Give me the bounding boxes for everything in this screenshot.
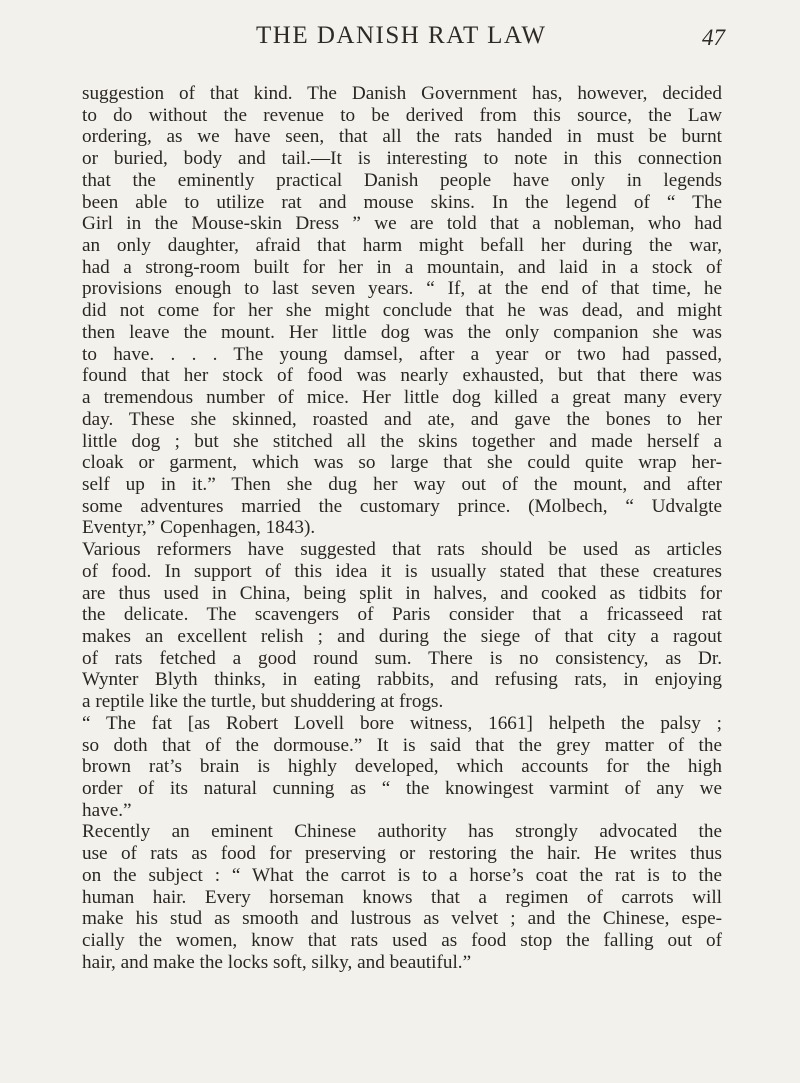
- text-line: make his stud as smooth and lustrous as velvet ; and the Chinese, espe-: [82, 908, 722, 930]
- text-line: an only daughter, afraid that harm might befall her during the war,: [82, 235, 722, 257]
- text-line: day. These she skinned, roasted and ate, and gave the bones to her: [82, 408, 722, 430]
- body-text: [82, 83, 722, 973]
- text-line: or buried, body and tail.—It is interesting to note in this connection: [82, 148, 722, 170]
- text-line: cloak or garment, which was so large that she could quite wrap her-: [82, 452, 722, 474]
- text-line: found that her stock of food was nearly exhausted, but that there was: [82, 365, 722, 387]
- text-line: Girl in the Mouse-skin Dress ” we are told that a nobleman, who had: [82, 213, 722, 235]
- text-line: Eventyr,” Copenhagen, 1843).: [82, 517, 316, 539]
- text-line: on the subject : “ What the carrot is to a horse’s coat the rat is to the: [82, 864, 722, 886]
- running-title: THE DANISH RAT LAW: [256, 22, 547, 49]
- text-line: of rats fetched a good round sum. There is no consistency, as Dr.: [82, 647, 722, 669]
- text-line: use of rats as food for preserving or restoring the hair. He writes thus: [82, 843, 722, 865]
- text-line: that the eminently practical Danish people have only in legends: [82, 169, 722, 191]
- text-line: are thus used in China, being split in halves, and cooked as tidbits for: [82, 582, 722, 604]
- text-line: hair, and make the locks soft, silky, and beautiful.”: [82, 951, 472, 973]
- text-line: have.”: [82, 799, 132, 821]
- text-line: of food. In support of this idea it is usually stated that these creatures: [82, 560, 722, 582]
- text-line: cially the women, know that rats used as food stop the falling out of: [82, 930, 722, 952]
- text-line: provisions enough to last seven years. “ If, at the end of that time, he: [82, 278, 722, 300]
- text-line: did not come for her she might conclude that he was dead, and might: [82, 300, 722, 322]
- text-line: makes an excellent relish ; and during the siege of that city a ragout: [82, 625, 722, 647]
- text-line: little dog ; but she stitched all the skins together and made herself a: [82, 430, 722, 452]
- text-line: a tremendous number of mice. Her little dog killed a great many every: [82, 387, 722, 409]
- text-line: so doth that of the dormouse.” It is said that the grey matter of the: [82, 734, 722, 756]
- text-line: to do without the revenue to be derived from this source, the Law: [82, 104, 722, 126]
- text-line: had a strong-room built for her in a mountain, and laid in a stock of: [82, 256, 722, 278]
- text-line: Wynter Blyth thinks, in eating rabbits, and refusing rats, in enjoying: [82, 669, 722, 691]
- running-header: [0, 22, 800, 58]
- text-line: ordering, as we have seen, that all the rats handed in must be burnt: [82, 126, 722, 148]
- text-line: the delicate. The scavengers of Paris consider that a fricasseed rat: [82, 604, 722, 626]
- text-line: Recently an eminent Chinese authority has strongly advocated the: [82, 821, 722, 843]
- text-line: “ The fat [as Robert Lovell bore witness, 1661] helpeth the palsy ;: [82, 712, 722, 734]
- text-line: self up in it.” Then she dug her way out of the mount, and after: [82, 473, 722, 495]
- text-line: a reptile like the turtle, but shuddering at frogs.: [82, 691, 444, 713]
- page-number: 47: [702, 25, 725, 50]
- text-line: some adventures married the customary prince. (Molbech, “ Udvalgte: [82, 495, 722, 517]
- text-line: human hair. Every horseman knows that a regimen of carrots will: [82, 886, 722, 908]
- text-line: order of its natural cunning as “ the knowingest varmint of any we: [82, 778, 722, 799]
- text-line: Various reformers have suggested that rats should be used as articles: [82, 539, 722, 561]
- text-line: been able to utilize rat and mouse skins. In the legend of “ The: [82, 191, 722, 213]
- text-line: then leave the mount. Her little dog was the only companion she was: [82, 321, 722, 343]
- text-line: brown rat’s brain is highly developed, which accounts for the high: [82, 756, 722, 778]
- text-line: suggestion of that kind. The Danish Government has, however, decided: [82, 83, 722, 104]
- text-line: to have. . . . The young damsel, after a year or two had passed,: [82, 343, 722, 365]
